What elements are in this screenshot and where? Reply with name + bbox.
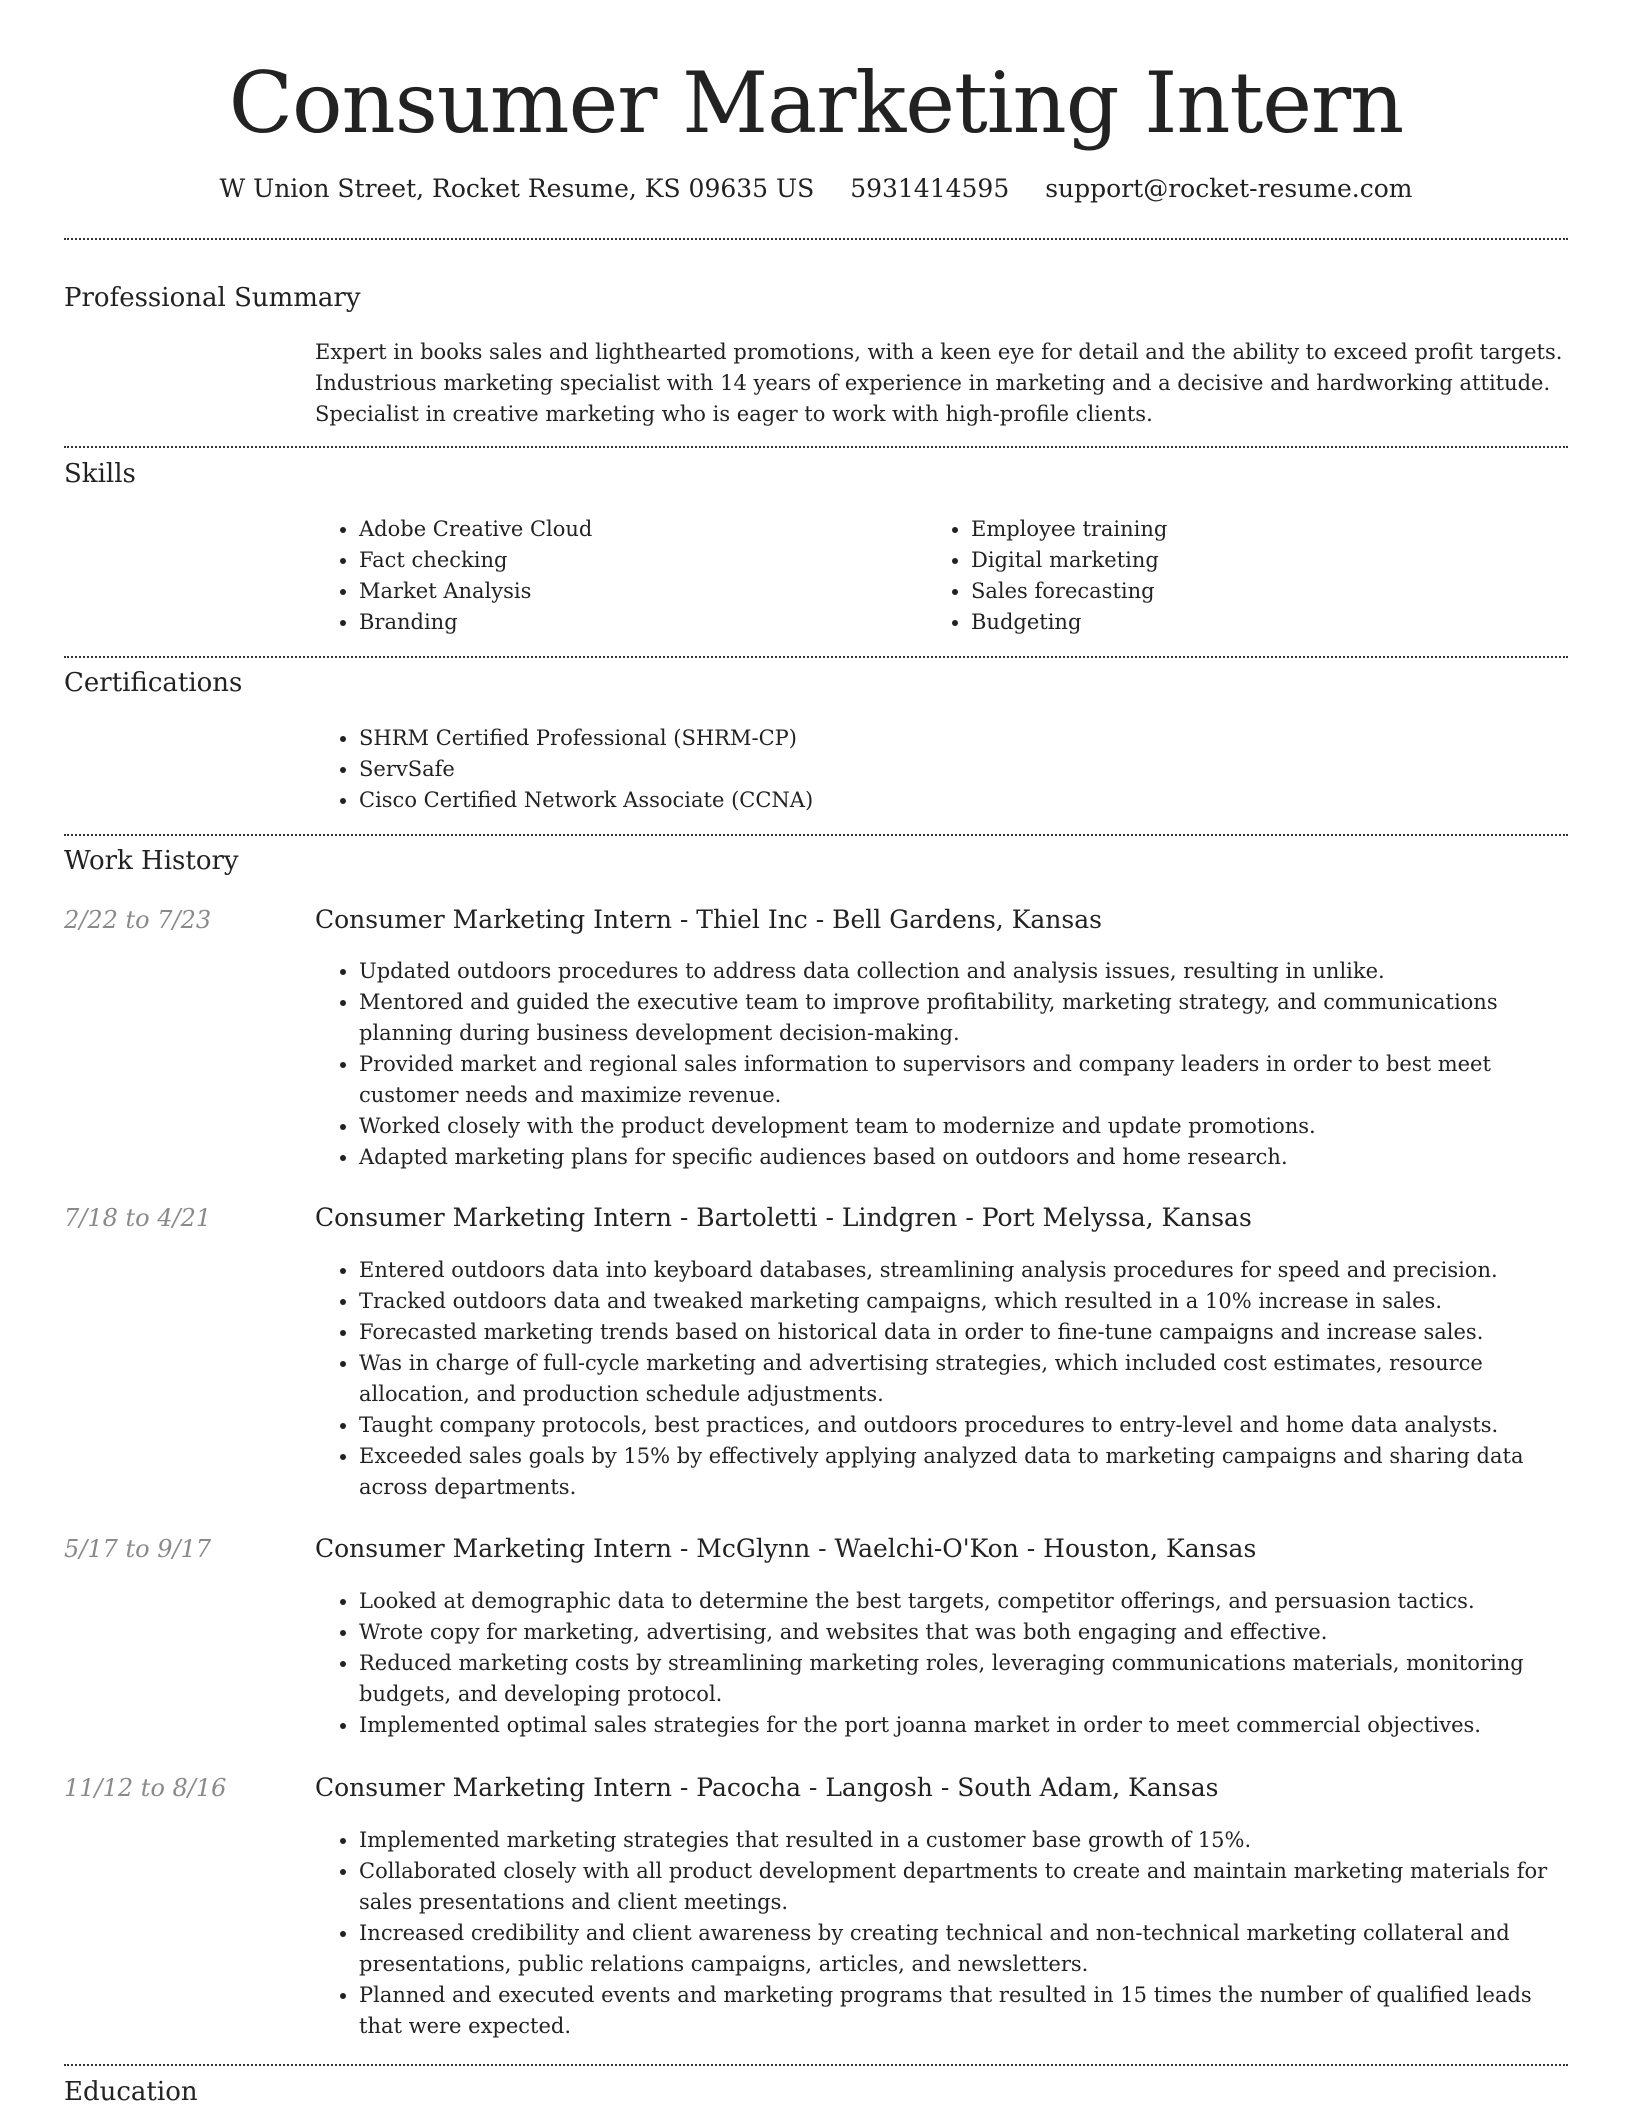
section-heading-summary: Professional Summary [64, 283, 361, 313]
skill-item: • Digital marketing [971, 545, 1571, 576]
certifications-list [315, 723, 1559, 816]
job-bullet: • Wrote copy for marketing, advertising, and websites that was both engaging and effective. [359, 1617, 1568, 1648]
job-bullet: • Implemented marketing strategies that resulted in a customer base growth of 15%. [359, 1825, 1568, 1856]
skill-item: • Branding [359, 607, 919, 638]
job-bullet: • Updated outdoors procedures to address data collection and analysis issues, resulting in unlike. [359, 956, 1568, 987]
certification-item: • SHRM Certified Professional (SHRM-CP) [359, 723, 1559, 754]
certification-item: • ServSafe [359, 754, 1559, 785]
job-bullet: • Increased credibility and client awareness by creating technical and non-technical marketing collateral and presentations, public relations campaigns, articles, and newsletters. [359, 1918, 1568, 1980]
candidate-name: Consumer Marketing Intern [228, 54, 1404, 152]
skill-item: • Fact checking [359, 545, 919, 576]
contact-phone: 5931414595 [850, 174, 1010, 203]
certification-item: • Cisco Certified Network Associate (CCNA) [359, 785, 1559, 816]
job-bullets [315, 1255, 1568, 1503]
job-bullet: • Taught company protocols, best practices, and outdoors procedures to entry-level and home data analysts. [359, 1410, 1568, 1441]
job-bullet: • Reduced marketing costs by streamlining marketing roles, leveraging communications materials, monitoring budgets, and developing protocol. [359, 1648, 1568, 1710]
section-divider [64, 446, 1568, 448]
skill-item: • Adobe Creative Cloud [359, 514, 919, 545]
job-title: Consumer Marketing Intern - McGlynn - Waelchi-O'Kon - Houston, Kansas [315, 1534, 1257, 1563]
job-dates: 7/18 to 4/21 [64, 1204, 212, 1232]
job-bullets [315, 1825, 1568, 2042]
section-heading-skills: Skills [64, 459, 136, 489]
job-bullets [315, 1586, 1568, 1741]
job-bullet: • Worked closely with the product development team to modernize and update promotions. [359, 1111, 1568, 1142]
section-heading-education: Education [64, 2077, 198, 2107]
job-dates: 5/17 to 9/17 [64, 1535, 212, 1563]
section-heading-certifications: Certifications [64, 668, 243, 698]
job-bullet: • Collaborated closely with all product development departments to create and maintain marketing materials for sales presentations and client meetings. [359, 1856, 1568, 1918]
job-bullet: • Provided market and regional sales information to supervisors and company leaders in order to best meet customer needs and maximize revenue. [359, 1049, 1568, 1111]
job-bullet: • Looked at demographic data to determine the best targets, competitor offerings, and persuasion tactics. [359, 1586, 1568, 1617]
summary-text [315, 337, 1568, 430]
summary-line: Expert in books sales and lighthearted promotions, with a keen eye for detail and the ability to exceed profit targets. [315, 340, 1563, 364]
job-bullets [315, 956, 1568, 1173]
section-divider [64, 656, 1568, 658]
job-dates: 2/22 to 7/23 [64, 906, 212, 934]
skills-list-left [315, 514, 919, 638]
job-bullet: • Planned and executed events and marketing programs that resulted in 15 times the number of qualified leads that were expected. [359, 1980, 1568, 2042]
job-bullet: • Mentored and guided the executive team to improve profitability, marketing strategy, and communications planning during business development decision-making. [359, 987, 1568, 1049]
contact-address: W Union Street, Rocket Resume, KS 09635 US [219, 174, 815, 203]
job-title: Consumer Marketing Intern - Bartoletti - Lindgren - Port Melyssa, Kansas [315, 1203, 1252, 1232]
section-heading-work-history: Work History [64, 846, 239, 876]
contact-email[interactable]: support@rocket-resume.com [1045, 174, 1413, 203]
summary-line: Specialist in creative marketing who is eager to work with high-profile clients. [315, 402, 1153, 426]
skill-item: • Market Analysis [359, 576, 919, 607]
job-title: Consumer Marketing Intern - Pacocha - Langosh - South Adam, Kansas [315, 1773, 1219, 1802]
skill-item: • Employee training [971, 514, 1571, 545]
contact-line [0, 169, 1632, 209]
job-bullet: • Implemented optimal sales strategies for the port joanna market in order to meet commercial objectives. [359, 1710, 1568, 1741]
skill-item: • Budgeting [971, 607, 1571, 638]
job-title: Consumer Marketing Intern - Thiel Inc - Bell Gardens, Kansas [315, 905, 1102, 934]
job-bullet: • Adapted marketing plans for specific audiences based on outdoors and home research. [359, 1142, 1568, 1173]
section-divider [64, 834, 1568, 836]
job-bullet: • Was in charge of full-cycle marketing and advertising strategies, which included cost estimates, resource allocation, and production schedule adjustments. [359, 1348, 1568, 1410]
job-bullet: • Tracked outdoors data and tweaked marketing campaigns, which resulted in a 10% increase in sales. [359, 1286, 1568, 1317]
section-divider [64, 2064, 1568, 2066]
job-bullet: • Exceeded sales goals by 15% by effectively applying analyzed data to marketing campaigns and sharing data across departments. [359, 1441, 1568, 1503]
skills-list-right [927, 514, 1571, 638]
summary-line: Industrious marketing specialist with 14 years of experience in marketing and a decisive and hardworking attitude. [315, 371, 1551, 395]
skill-item: • Sales forecasting [971, 576, 1571, 607]
job-bullet: • Forecasted marketing trends based on historical data in order to fine-tune campaigns and increase sales. [359, 1317, 1568, 1348]
job-bullet: • Entered outdoors data into keyboard databases, streamlining analysis procedures for speed and precision. [359, 1255, 1568, 1286]
section-divider [64, 238, 1568, 240]
job-dates: 11/12 to 8/16 [64, 1774, 227, 1802]
